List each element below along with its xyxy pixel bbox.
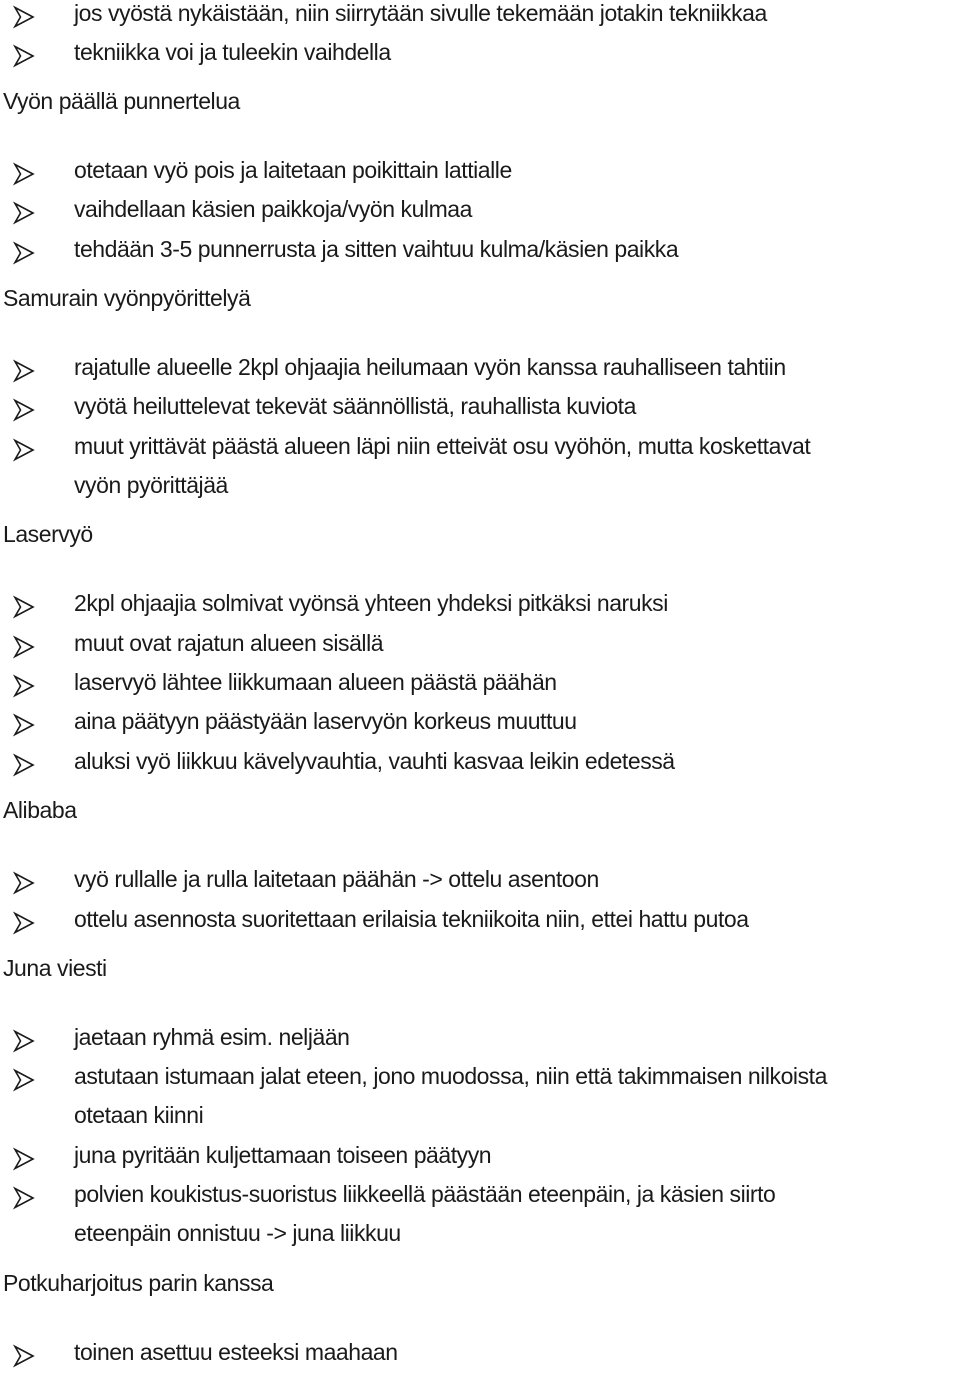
bullet-item [0,194,960,233]
bullet-item [0,391,960,430]
bullet-text-continuation: otetaan kiinni [74,1102,204,1128]
bullet-item [0,904,960,943]
section-heading-text: Samurain vyönpyörittelyä [3,285,251,311]
bullet-item [0,706,960,745]
bullet-arrow-icon [12,438,36,462]
bullet-arrow-icon [12,1344,36,1368]
bullet-arrow-icon [12,241,36,265]
section-heading-text: Alibaba [3,797,77,823]
bullet-arrow-icon [12,635,36,659]
section-heading [0,795,960,834]
bullet-text: ottelu asennosta suoritettaan erilaisia tekniikoita niin, ettei hattu putoa [74,906,749,932]
bullet-item [0,352,960,391]
bullet-arrow-icon [12,713,36,737]
bullet-arrow-icon [12,162,36,186]
bullet-text: polvien koukistus-suoristus liikkeellä päästään eteenpäin, ja käsien siirto [74,1181,776,1207]
bullet-arrow-icon [12,44,36,68]
bullet-arrow-icon [12,1029,36,1053]
bullet-item [0,155,960,194]
bullet-arrow-icon [12,871,36,895]
bullet-item [0,37,960,76]
bullet-item [0,1022,960,1061]
bullet-item [0,864,960,903]
bullet-text: vaihdellaan käsien paikkoja/vyön kulmaa [74,196,472,222]
bullet-item [0,588,960,627]
bullet-item [0,667,960,706]
bullet-arrow-icon [12,201,36,225]
bullet-arrow-icon [12,359,36,383]
bullet-text: juna pyritään kuljettamaan toiseen päätyyn [74,1142,492,1168]
bullet-text: jos vyöstä nykäistään, niin siirrytään sivulle tekemään jotakin tekniikkaa [74,0,767,26]
section-heading [0,519,960,558]
bullet-arrow-icon [12,911,36,935]
bullet-item [0,431,960,509]
bullet-text: muut ovat rajatun alueen sisällä [74,630,384,656]
bullet-text: astutaan istumaan jalat eteen, jono muodossa, niin että takimmaisen nilkoista [74,1063,827,1089]
bullet-text: vyö rullalle ja rulla laitetaan päähän -> ottelu asentoon [74,866,599,892]
bullet-text: laservyö lähtee liikkumaan alueen päästä päähän [74,669,557,695]
bullet-item [0,234,960,273]
bullet-text: rajatulle alueelle 2kpl ohjaajia heilumaan vyön kanssa rauhalliseen tahtiin [74,354,786,380]
bullet-text-continuation: eteenpäin onnistuu -> juna liikkuu [74,1220,401,1246]
section-heading-text: Juna viesti [3,955,107,981]
bullet-text: toinen asettuu esteeksi maahaan [74,1339,398,1365]
section-heading-text: Laservyö [3,521,93,547]
bullet-item [0,1061,960,1139]
section-heading [0,283,960,322]
bullet-item [0,1140,960,1179]
bullet-arrow-icon [12,753,36,777]
bullet-arrow-icon [12,1147,36,1171]
section-heading [0,1268,960,1307]
section-heading [0,953,960,992]
bullet-item [0,1179,960,1257]
bullet-arrow-icon [12,1068,36,1092]
bullet-arrow-icon [12,595,36,619]
bullet-arrow-icon [12,398,36,422]
bullet-arrow-icon [12,674,36,698]
bullet-item [0,746,960,785]
bullet-text: jaetaan ryhmä esim. neljään [74,1024,350,1050]
section-heading-text: Potkuharjoitus parin kanssa [3,1270,274,1296]
bullet-text: otetaan vyö pois ja laitetaan poikittain lattialle [74,157,512,183]
bullet-text-continuation: vyön pyörittäjää [74,472,228,498]
bullet-text: 2kpl ohjaajia solmivat vyönsä yhteen yhdeksi pitkäksi naruksi [74,590,668,616]
bullet-item [0,0,960,37]
bullet-text: aluksi vyö liikkuu kävelyvauhtia, vauhti kasvaa leikin edetessä [74,748,675,774]
bullet-arrow-icon [12,5,36,29]
bullet-item [0,1337,960,1376]
bullet-text: tehdään 3-5 punnerrusta ja sitten vaihtuu kulma/käsien paikka [74,236,679,262]
bullet-text: aina päätyyn päästyään laservyön korkeus muuttuu [74,708,577,734]
section-heading-text: Vyön päällä punnertelua [3,88,240,114]
bullet-item [0,628,960,667]
section-heading [0,86,960,125]
bullet-arrow-icon [12,1186,36,1210]
bullet-text: vyötä heiluttelevat tekevät säännöllistä, rauhallista kuviota [74,393,636,419]
bullet-text: muut yrittävät päästä alueen läpi niin etteivät osu vyöhön, mutta koskettavat [74,433,811,459]
bullet-text: tekniikka voi ja tuleekin vaihdella [74,39,391,65]
